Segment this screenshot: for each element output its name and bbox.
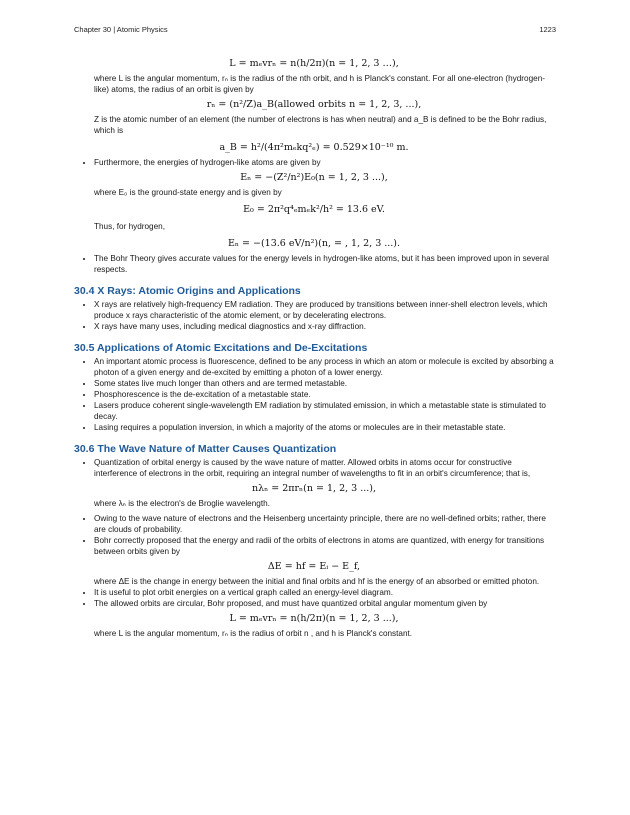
list-item: • Owing to the wave nature of electrons and the Heisenberg uncertainty principle, there are no well-defined orbits; rather, there are clouds of probability. (94, 513, 554, 535)
list-item: • X rays have many uses, including medical diagnostics and x-ray diffraction. (94, 321, 554, 332)
paragraph: where L is the angular momentum, rₙ is the radius of orbit n , and h is Planck's constant. (94, 629, 413, 638)
equation-ground-state: E₀ = 2π²q⁴ₑmₑk²/h² = 13.6 eV. (243, 204, 385, 215)
section-30-5-list (74, 356, 554, 433)
page-number: 1223 (539, 25, 556, 34)
list-item: • Lasers produce coherent single-wavelength EM radiation by stimulated emission, in which a metastable state is stimulated to decay. (94, 400, 554, 422)
paragraph: where λₙ is the electron's de Broglie wavelength. (94, 499, 270, 508)
list-item: • Quantization of orbital energy is caused by the wave nature of matter. Allowed orbits in atoms occur for constructive interference of electrons in the orbit, requiring an integral number of wavelengths to fit in an orbit's circumference; that is, (94, 457, 554, 479)
page-content (74, 58, 554, 639)
equation-quantized-angular-momentum: L = mₑvrₙ = n(h/2π)(n = 1, 2, 3 ...), (229, 613, 399, 624)
list-item: • It is useful to plot orbit energies on a vertical graph called an energy-level diagram. (94, 587, 554, 598)
list-item: • An important atomic process is fluorescence, defined to be any process in which an atom or molecule is excited by absorbing a photon of a given energy and de-excited by emitting a photon of a lower energy. (94, 356, 554, 378)
running-header: Chapter 30 | Atomic Physics (74, 25, 168, 34)
equation-orbit-radius: rₙ = (n²/Z)a_B(allowed orbits n = 1, 2, 3, ...), (206, 99, 422, 110)
equation-energy-transition: ΔE = hf = Eᵢ − E_f, (267, 561, 361, 572)
list-item: • The allowed orbits are circular, Bohr proposed, and must have quantized orbital angular momentum given by (94, 598, 554, 609)
section-heading-30-5: 30.5 Applications of Atomic Excitations and De-Excitations (74, 342, 368, 354)
equation-hydrogen-energy: Eₙ = −(13.6 eV/n²)(n, = , 1, 2, 3 ...). (227, 238, 401, 249)
section-heading-30-6: 30.6 The Wave Nature of Matter Causes Quantization (74, 443, 337, 455)
equation-energy-levels: Eₙ = −(Z²/n²)E₀(n = 1, 2, 3 ...), (240, 172, 388, 183)
list-item: • Bohr correctly proposed that the energy and radii of the orbits of electrons in atoms are quantized, with energy for transitions between orbits given by (94, 535, 554, 557)
list-item: • X rays are relatively high-frequency EM radiation. They are produced by transitions between inner-shell electron levels, which produce x rays characteristic of the atomic element, or by decelerating electrons. (94, 299, 554, 321)
equation-angular-momentum: L = mₑvrₙ = n(h/2π)(n = 1, 2, 3 …), (229, 58, 399, 69)
paragraph: where ΔE is the change in energy between the initial and final orbits and hf is the energy of an absorbed or emitted photon. (94, 577, 540, 586)
paragraph: where E₀ is the ground-state energy and is given by (94, 188, 282, 197)
list-item: • The Bohr Theory gives accurate values for the energy levels in hydrogen-like atoms, but it has been improved upon in several respects. (94, 253, 554, 275)
section-heading-30-4: 30.4 X Rays: Atomic Origins and Applications (74, 285, 301, 297)
paragraph: Thus, for hydrogen, (94, 222, 165, 231)
list-item: • Some states live much longer than others and are termed metastable. (94, 378, 554, 389)
equation-standing-wave: nλₙ = 2πrₙ(n = 1, 2, 3 ...), (251, 483, 377, 494)
section-30-4-list (74, 299, 554, 332)
list-item: • Phosphorescence is the de-excitation of a metastable state. (94, 389, 554, 400)
section-30-6-list (74, 457, 554, 479)
paragraph: Z is the atomic number of an element (the number of electrons is has when neutral) and a_B is defined to be the Bohr radius, which is (94, 115, 547, 135)
list-item: • Furthermore, the energies of hydrogen-like atoms are given by (94, 157, 554, 168)
paragraph: where L is the angular momentum, rₙ is the radius of the nth orbit, and h is Planck's constant. For all one-electron (hydrogen-like) atoms, the radius of an orbit is given by (94, 74, 545, 94)
equation-bohr-radius: a_B = h²/(4π²mₑkq²ₑ) = 0.529×10⁻¹⁰ m. (219, 142, 409, 153)
list-item: • Lasing requires a population inversion, in which a majority of the atoms or molecules are in their metastable state. (94, 422, 554, 433)
